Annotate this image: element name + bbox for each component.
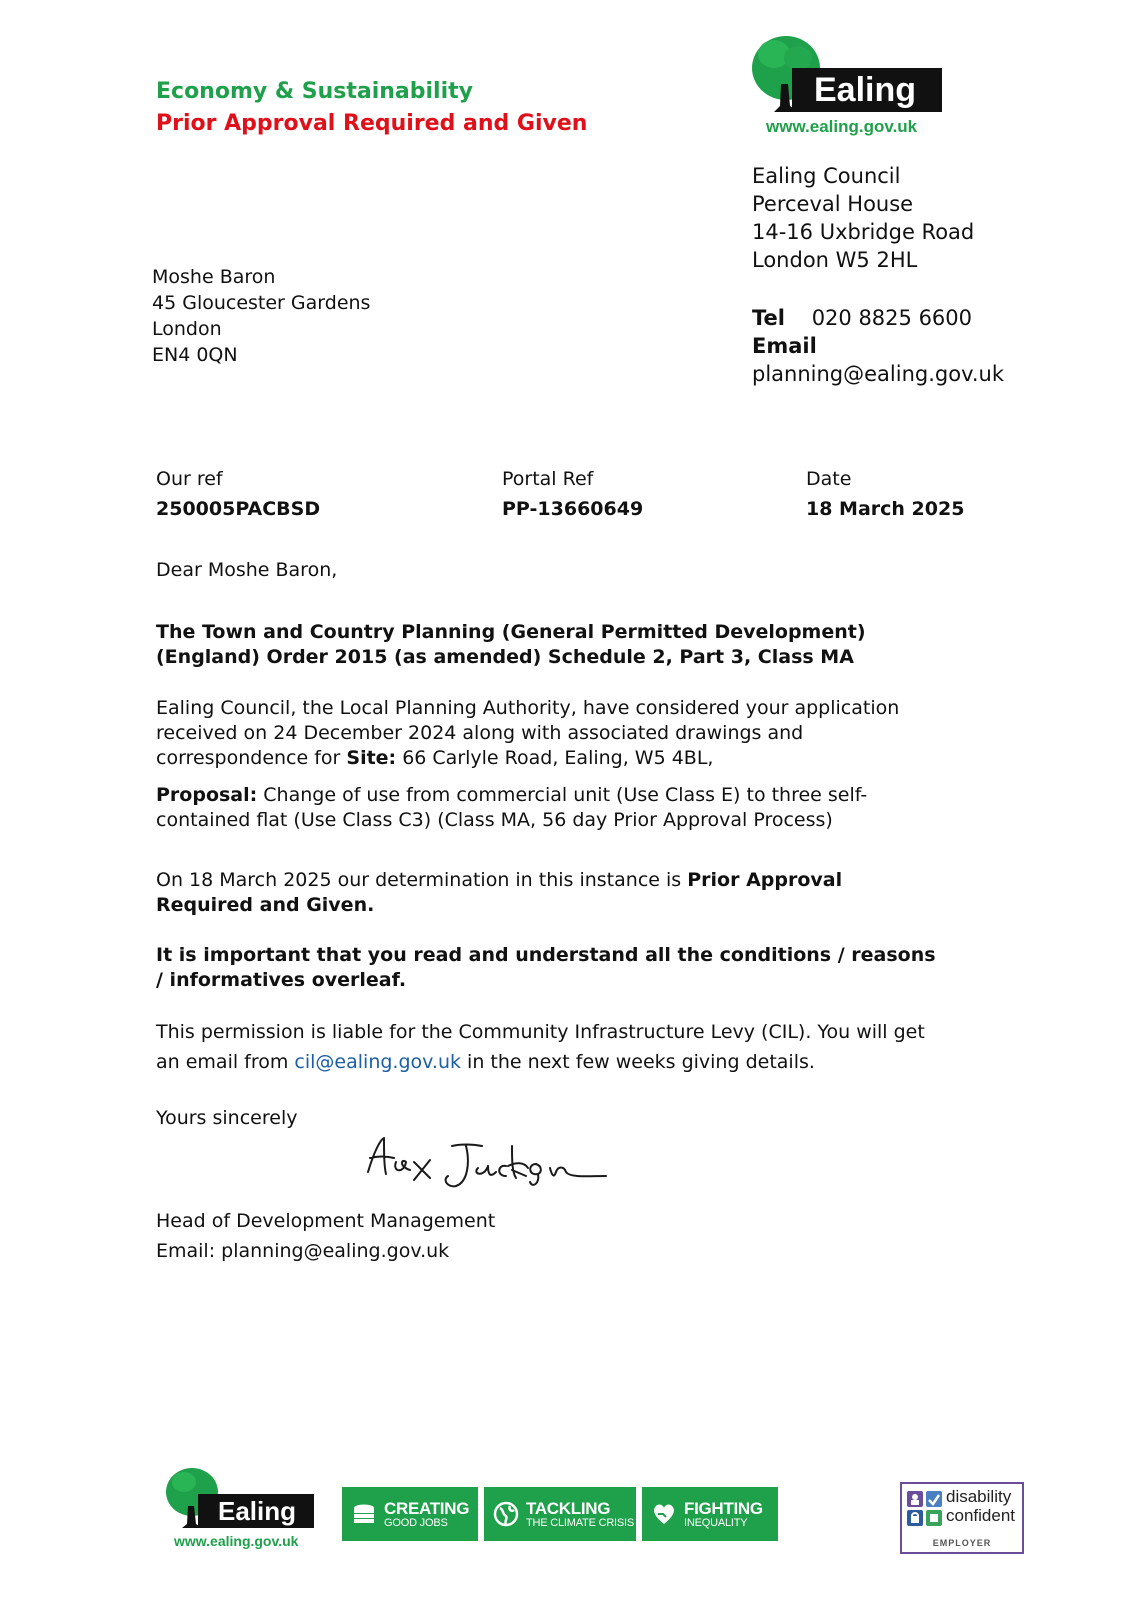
department-title: Economy & Sustainability <box>156 79 473 104</box>
dc-word-confident: confident <box>946 1506 1015 1525</box>
address-line: Ealing Council <box>752 164 901 188</box>
badge-creating-good-jobs <box>342 1487 478 1541</box>
dc-word-disability: disability <box>946 1487 1012 1506</box>
salutation: Dear Moshe Baron, <box>156 559 338 581</box>
cil-paragraph <box>156 1017 1036 1077</box>
badge-fighting-inequality <box>642 1487 778 1541</box>
our-ref-label: Our ref <box>156 468 223 490</box>
our-ref-value: 250005PACBSD <box>156 498 321 520</box>
letter-header <box>156 76 587 140</box>
paragraph-line <box>156 1047 1036 1077</box>
heading-line: (England) Order 2015 (as amended) Schedule 2, Part 3, Class MA <box>156 646 854 668</box>
paragraph-line: This permission is liable for the Community Infrastructure Levy (CIL). You will get <box>156 1021 925 1043</box>
address-line: Perceval House <box>752 192 914 216</box>
tel-value: 020 8825 6600 <box>811 306 973 330</box>
text-run: Change of use from commercial unit (Use Class E) to three self- <box>257 784 868 806</box>
paragraph-line: received on 24 December 2024 along with associated drawings and <box>156 722 804 744</box>
text-run: correspondence for <box>156 747 347 769</box>
text-run: an email from <box>156 1051 295 1073</box>
paragraph-line: contained flat (Use Class C3) (Class MA, 56 day Prior Approval Process) <box>156 809 833 831</box>
paragraph-line <box>156 783 1036 808</box>
heading-line: The Town and Country Planning (General Permitted Development) <box>156 621 866 643</box>
globe-icon <box>492 1500 520 1528</box>
badge-title: TACKLING <box>526 1498 611 1518</box>
address-line: London W5 2HL <box>752 248 918 272</box>
date-label: Date <box>806 468 852 490</box>
disability-confident-badge <box>900 1482 1024 1554</box>
badge-subtitle: INEQUALITY <box>684 1516 748 1529</box>
badge-tackling-climate-crisis <box>484 1487 636 1541</box>
cil-email-link[interactable]: cil@ealing.gov.uk <box>294 1051 461 1073</box>
email-value: planning@ealing.gov.uk <box>752 362 1005 386</box>
portal-ref <box>502 464 643 524</box>
proposal-paragraph <box>156 783 1036 833</box>
svg-text:www.ealing.gov.uk: www.ealing.gov.uk <box>174 1533 299 1549</box>
recipient-city: London <box>152 318 222 340</box>
important-notice <box>156 943 1036 993</box>
badge-title: CREATING <box>384 1498 470 1518</box>
proposal-label: Proposal: <box>156 784 258 806</box>
ealing-logo <box>748 28 958 140</box>
closing: Yours sincerely <box>156 1107 298 1129</box>
footer-ealing-logo <box>164 1464 324 1554</box>
status-title: Prior Approval Required and Given <box>156 111 588 136</box>
contact-details <box>752 304 1004 388</box>
portal-ref-label: Portal Ref <box>502 468 594 490</box>
recipient-postcode: EN4 0QN <box>152 344 238 366</box>
paragraph-line <box>156 746 1036 771</box>
site-value: 66 Carlyle Road, Ealing, W5 4BL, <box>396 747 714 769</box>
logo-brand-text: Ealing <box>814 71 917 109</box>
tel-label: Tel <box>752 306 785 330</box>
recipient-address <box>152 264 370 368</box>
application-paragraph <box>156 696 1036 771</box>
dc-word-employer: EMPLOYER <box>932 1538 992 1548</box>
text-run: in the next few weeks giving details. <box>461 1051 815 1073</box>
heart-hands-icon <box>650 1500 678 1528</box>
text-run: On 18 March 2025 our determination in this instance is <box>156 869 688 891</box>
notice-line: / informatives overleaf. <box>156 969 407 991</box>
signature <box>360 1132 610 1202</box>
recipient-name: Moshe Baron <box>152 266 276 288</box>
council-address <box>752 162 974 274</box>
site-label: Site: <box>346 747 397 769</box>
tel-row <box>752 304 1004 332</box>
badge-subtitle: GOOD JOBS <box>384 1516 448 1529</box>
signatory-title: Head of Development Management <box>156 1210 496 1232</box>
portal-ref-value: PP-13660649 <box>502 498 644 520</box>
handwritten-signature-icon <box>360 1132 610 1202</box>
recipient-street: 45 Gloucester Gardens <box>152 292 371 314</box>
signatory-email: Email: planning@ealing.gov.uk <box>156 1240 450 1262</box>
determination-status-cont: Required and Given. <box>156 894 375 916</box>
address-line: 14-16 Uxbridge Road <box>752 220 975 244</box>
legislation-heading <box>156 620 1036 670</box>
letter-date <box>806 464 964 524</box>
paragraph-line <box>156 868 1036 893</box>
our-ref <box>156 464 320 524</box>
badge-subtitle: THE CLIMATE CRISIS <box>526 1516 635 1529</box>
badge-title: FIGHTING <box>684 1498 763 1518</box>
signatory <box>156 1206 1036 1266</box>
notice-line: It is important that you read and understand all the conditions / reasons <box>156 944 936 966</box>
paragraph-line: Ealing Council, the Local Planning Authority, have considered your application <box>156 697 900 719</box>
footer-logo-brand-text: Ealing <box>218 1496 297 1526</box>
email-label: Email <box>752 334 817 358</box>
disability-confident-icon <box>906 1490 944 1528</box>
determination-status: Prior Approval <box>687 869 843 891</box>
determination-paragraph <box>156 868 1036 918</box>
coins-icon <box>350 1500 378 1528</box>
date-value: 18 March 2025 <box>806 498 965 520</box>
svg-text:www.ealing.gov.uk: www.ealing.gov.uk <box>766 117 918 136</box>
